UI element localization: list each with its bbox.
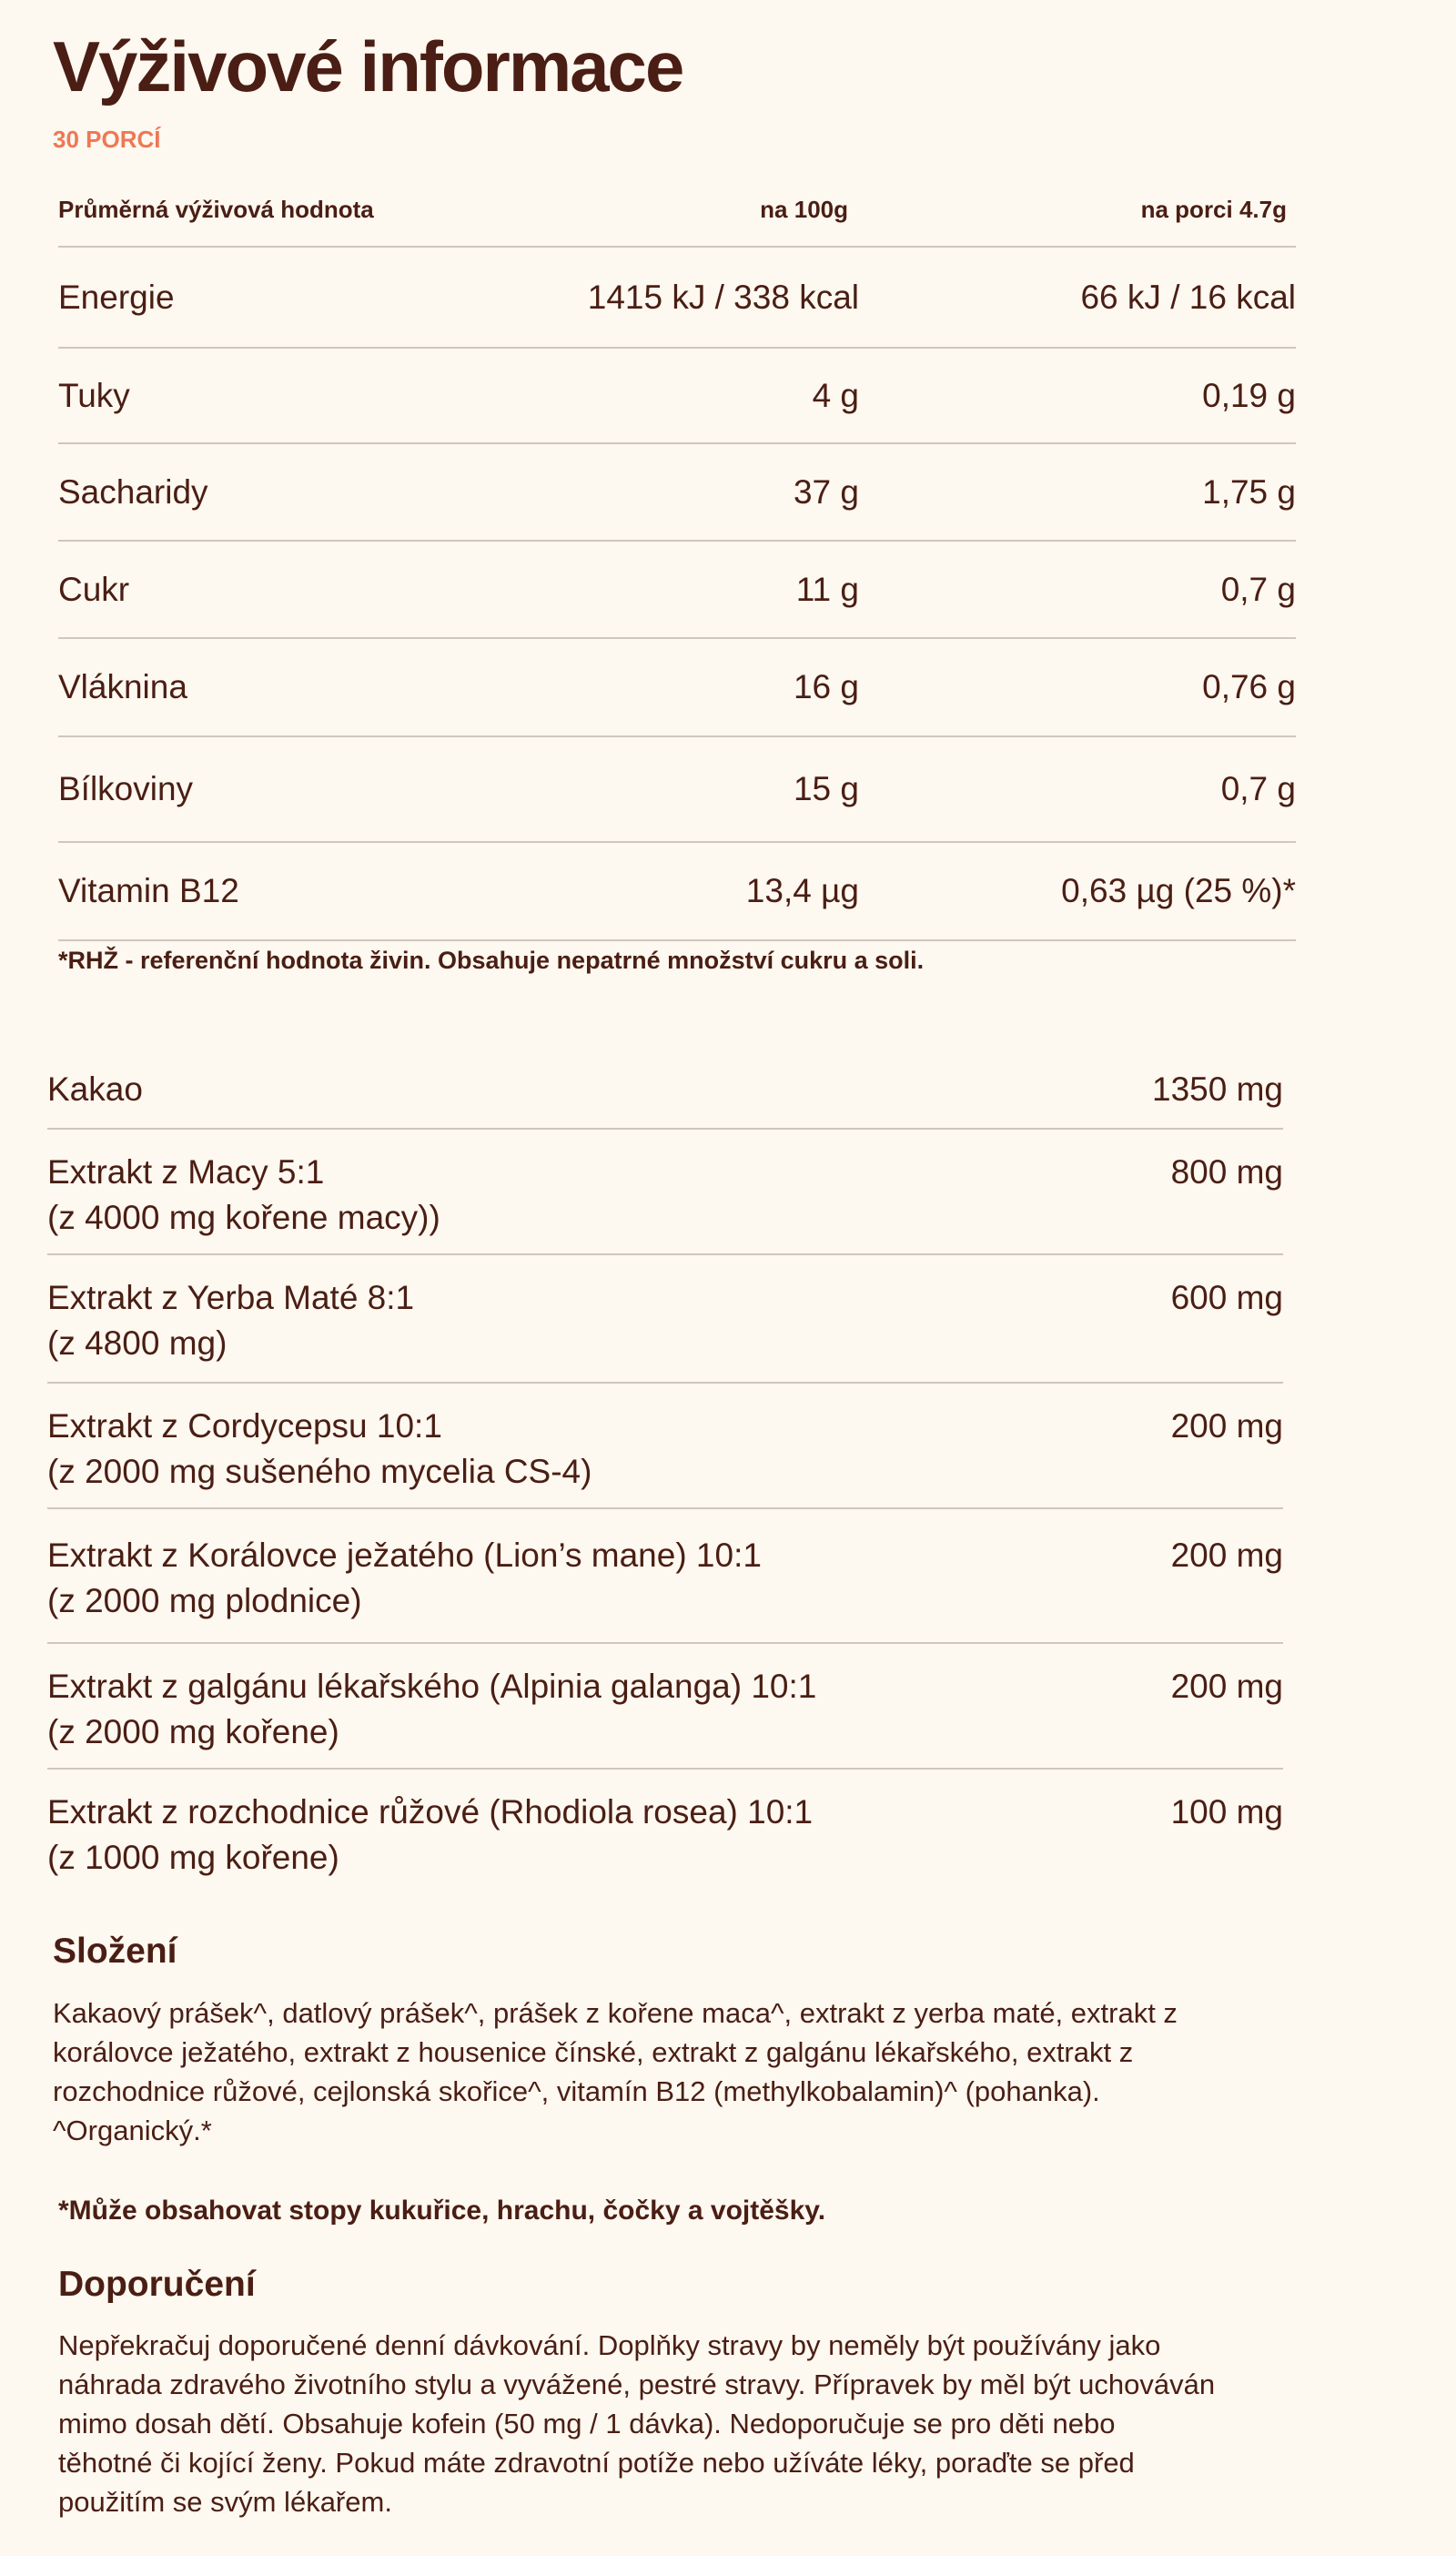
header-per-portion: na porci 4.7g <box>1140 195 1287 223</box>
extract-name-detail: (z 2000 mg plodnice) <box>47 1582 362 1619</box>
page-title: Výživové informace <box>53 26 683 106</box>
nutrition-row-sugar <box>58 542 1296 639</box>
extract-name <box>47 1533 1171 1642</box>
nutrition-row-energy <box>58 248 1296 349</box>
extract-amount: 200 mg <box>1170 1668 1283 1705</box>
nutrition-footnote: *RHŽ - referenční hodnota živin. Obsahuje nepatrné množství cukru a soli. <box>58 947 925 974</box>
nutrient-per-100g: 1415 kJ / 338 kcal <box>587 278 859 316</box>
nutrient-per-portion: 1,75 g <box>1202 472 1296 511</box>
extract-amount: 1350 mg <box>1152 1070 1283 1108</box>
extract-name <box>47 1150 1171 1253</box>
extract-name <box>47 1664 1171 1768</box>
nutrient-per-portion: 0,7 g <box>1220 770 1296 807</box>
header-per-100g: na 100g <box>760 195 848 223</box>
nutrient-per-portion: 0,7 g <box>1220 570 1296 608</box>
nutrient-name: Vitamin B12 <box>58 872 239 909</box>
extract-amount: 800 mg <box>1170 1153 1283 1191</box>
nutrient-per-100g: 16 g <box>793 668 859 705</box>
extract-row <box>47 1770 1283 1897</box>
nutrient-per-portion: 66 kJ / 16 kcal <box>1080 278 1296 316</box>
extract-name <box>47 1404 1171 1507</box>
extract-row <box>47 1130 1283 1255</box>
composition-line: Kakaový prášek^, datlový prášek^, prášek z kořene maca^, extrakt z yerba maté, extrakt z <box>53 1997 1178 2029</box>
nutrition-row-fiber <box>58 639 1296 737</box>
extract-name-line: Extrakt z rozchodnice růžové (Rhodiola rosea) 10:1 <box>47 1793 814 1831</box>
recommendation-text <box>58 2326 1215 2521</box>
extract-name-detail: (z 4800 mg) <box>47 1324 228 1362</box>
extract-amount: 200 mg <box>1170 1407 1283 1445</box>
header-nutrient: Průměrná výživová hodnota <box>58 195 374 223</box>
composition-line: rozchodnice růžové, cejlonská skořice^, vitamín B12 (methylkobalamin)^ (pohanka). <box>53 2075 1100 2107</box>
nutrient-per-100g: 11 g <box>795 570 859 608</box>
extract-name-detail: (z 2000 mg kořene) <box>47 1713 339 1750</box>
extract-name-line: Extrakt z Yerba Maté 8:1 <box>47 1279 415 1316</box>
extract-name <box>47 1790 1171 1897</box>
extract-name-line: Extrakt z Korálovce ježatého (Lion’s mane) 10:1 <box>47 1537 762 1574</box>
extract-name-line: Kakao <box>47 1070 143 1108</box>
nutrient-per-portion: 0,63 µg (25 %)* <box>1061 872 1296 909</box>
nutrition-row-carbohydrates <box>58 444 1296 542</box>
recommendation-line: náhrada zdravého životního stylu a vyvážené, pestré stravy. Přípravek by měl být uchováván <box>58 2368 1216 2400</box>
servings-label: 30 PORCÍ <box>53 126 161 153</box>
extract-row <box>47 1509 1283 1644</box>
nutrient-per-100g: 37 g <box>793 472 859 511</box>
composition-text <box>53 1993 1178 2150</box>
allergen-note: *Může obsahovat stopy kukuřice, hrachu, čočky a vojtěšky. <box>58 2196 826 2226</box>
extracts-table <box>47 1051 1283 1897</box>
nutrient-name: Vláknina <box>58 668 187 705</box>
extract-row <box>47 1051 1283 1130</box>
nutrient-per-portion: 0,76 g <box>1202 668 1296 705</box>
nutrient-name: Cukr <box>58 570 130 608</box>
recommendation-title: Doporučení <box>58 2265 256 2304</box>
nutrient-per-100g: 4 g <box>812 376 859 414</box>
extract-name-detail: (z 2000 mg sušeného mycelia CS-4) <box>47 1453 592 1490</box>
extract-name-line: Extrakt z Macy 5:1 <box>47 1153 325 1191</box>
composition-title: Složení <box>53 1932 177 1971</box>
recommendation-line: těhotné či kojící ženy. Pokud máte zdravotní potíže nebo užíváte léky, poraďte se před <box>58 2447 1135 2479</box>
extract-amount: 200 mg <box>1170 1537 1283 1574</box>
nutrient-name: Bílkoviny <box>58 770 194 807</box>
extract-row <box>47 1384 1283 1509</box>
nutrient-name: Sacharidy <box>58 472 208 511</box>
nutrition-row-vitamin-b12 <box>58 843 1296 941</box>
composition-line: ^Organický.* <box>53 2115 212 2146</box>
nutrient-name: Energie <box>58 278 175 316</box>
recommendation-line: Nepřekračuj doporučené denní dávkování. Doplňky stravy by neměly být používány jako <box>58 2329 1161 2361</box>
recommendation-line: použitím se svým lékařem. <box>58 2486 392 2518</box>
nutrient-per-100g: 13,4 µg <box>745 872 859 909</box>
nutrient-name: Tuky <box>58 376 130 414</box>
nutrition-row-fat <box>58 349 1296 444</box>
nutrition-table <box>58 173 1296 941</box>
extract-row <box>47 1255 1283 1384</box>
nutrient-per-100g: 15 g <box>793 770 859 807</box>
extract-name <box>47 1067 1152 1128</box>
extract-amount: 600 mg <box>1170 1279 1283 1316</box>
extract-name-detail: (z 4000 mg kořene macy)) <box>47 1199 440 1236</box>
extract-name-line: Extrakt z galgánu lékařského (Alpinia galanga) 10:1 <box>47 1668 817 1705</box>
nutrition-table-header <box>58 173 1296 248</box>
nutrition-row-protein <box>58 737 1296 843</box>
extract-amount: 100 mg <box>1170 1793 1283 1831</box>
recommendation-line: mimo dosah dětí. Obsahuje kofein (50 mg / 1 dávka). Nedoporučuje se pro děti nebo <box>58 2408 1116 2439</box>
extract-name-detail: (z 1000 mg kořene) <box>47 1839 339 1876</box>
extract-name-line: Extrakt z Cordycepsu 10:1 <box>47 1407 442 1445</box>
composition-line: korálovce ježatého, extrakt z housenice čínské, extrakt z galgánu lékařského, extrakt z <box>53 2036 1134 2068</box>
extract-name <box>47 1275 1171 1382</box>
extract-row <box>47 1644 1283 1770</box>
nutrient-per-portion: 0,19 g <box>1202 376 1296 414</box>
